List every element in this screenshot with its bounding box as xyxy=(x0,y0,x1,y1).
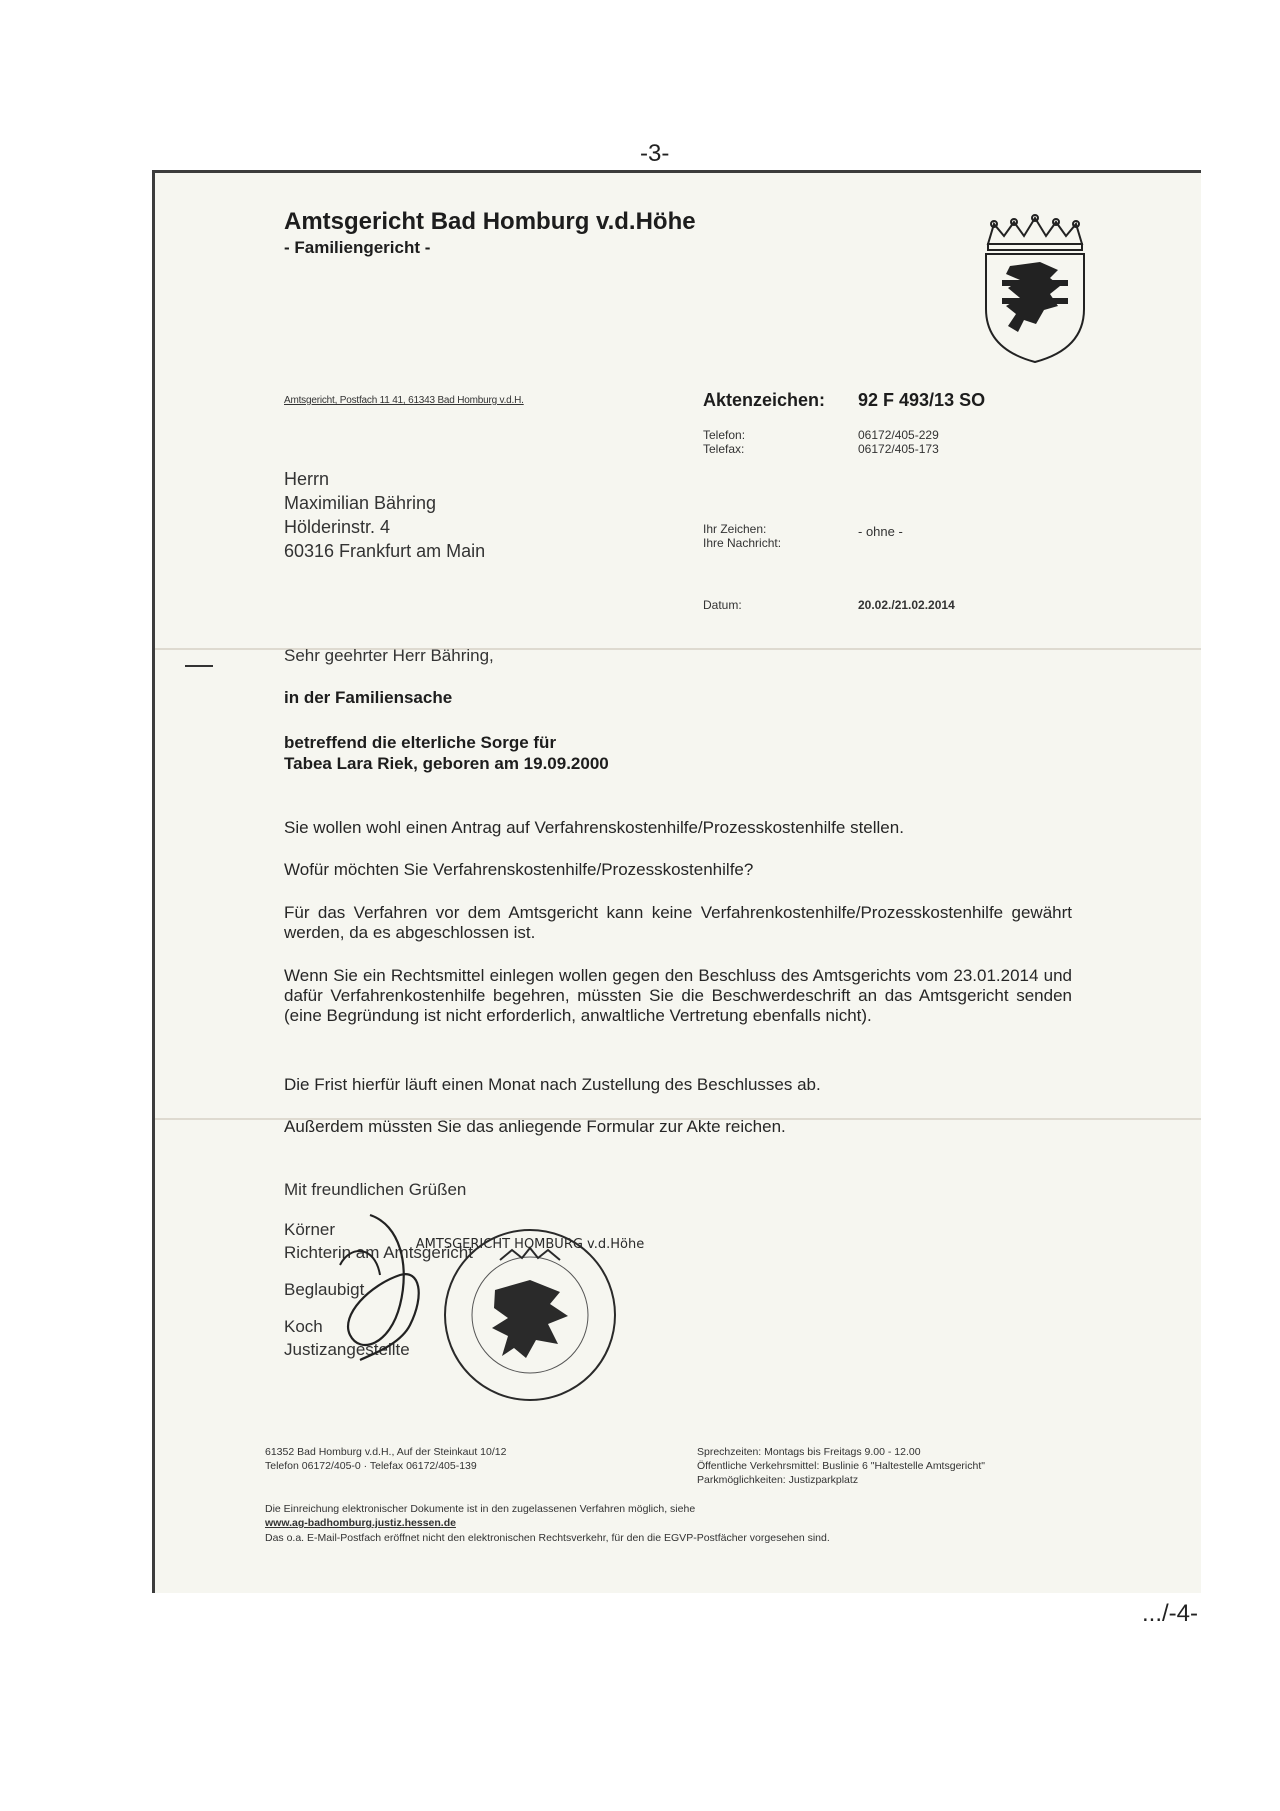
telefon-label: Telefon: xyxy=(703,428,746,442)
ihr-zeichen-value: - ohne - xyxy=(858,524,903,539)
paragraph: Für das Verfahren vor dem Amtsgericht kann keine Verfahrenkostenhilfe/Prozesskostenhilfe gewährt werden, da es abgeschlossen ist. xyxy=(284,903,1072,942)
court-seal-stamp xyxy=(415,1220,645,1410)
clerk-title: Justizangestellte xyxy=(284,1340,410,1359)
footer-electronic-note xyxy=(265,1488,695,1530)
recipient-address xyxy=(284,467,485,563)
court-title: Amtsgericht Bad Homburg v.d.Höhe xyxy=(284,208,696,235)
subject-line: betreffend die elterliche Sorge für xyxy=(284,733,557,752)
handwritten-signature xyxy=(330,1205,430,1365)
subject-block xyxy=(284,732,609,774)
paragraph: Sie wollen wohl einen Antrag auf Verfahrenskostenhilfe/Prozesskostenhilfe stellen. xyxy=(284,818,904,837)
recipient-line: Herrn xyxy=(284,469,330,489)
footer-transit: Öffentliche Verkehrsmittel: Buslinie 6 "Haltestelle Amtsgericht" xyxy=(697,1460,985,1472)
hesse-coat-of-arms-icon xyxy=(980,214,1090,364)
footer-info xyxy=(697,1445,985,1487)
datum-value: 20.02./21.02.2014 xyxy=(858,598,955,612)
seal-text: AMTSGERICHT HOMBURG v.d.Höhe xyxy=(415,1237,645,1252)
footer-legal-note: Das o.a. E-Mail-Postfach eröffnet nicht den elektronischen Rechtsverkehr, für den die EGVP-Postfächer vorgesehen sind. xyxy=(265,1532,830,1544)
paragraph: Außerdem müssten Sie das anliegende Formular zur Akte reichen. xyxy=(284,1117,786,1136)
salutation: Sehr geehrter Herr Bähring, xyxy=(284,646,494,665)
footer-electronic: Die Einreichung elektronischer Dokumente ist in den zugelassenen Verfahren möglich, siehe xyxy=(265,1503,696,1515)
footer-phone: Telefon 06172/405-0 · Telefax 06172/405-139 xyxy=(265,1460,477,1472)
footer-contact xyxy=(265,1445,506,1473)
judge-title: Richterin am Amtsgericht xyxy=(284,1243,473,1262)
subject-line: Tabea Lara Riek, geboren am 19.09.2000 xyxy=(284,754,609,773)
telefax-value: 06172/405-173 xyxy=(858,442,939,456)
footer-hours: Sprechzeiten: Montags bis Freitags 9.00 - 12.00 xyxy=(697,1446,921,1458)
ihr-zeichen-label: Ihr Zeichen: xyxy=(703,522,767,536)
recipient-name: Maximilian Bähring xyxy=(284,493,437,513)
recipient-city: 60316 Frankfurt am Main xyxy=(284,541,486,561)
paragraph: Wenn Sie ein Rechtsmittel einlegen wollen gegen den Beschluss des Amtsgerichts vom 23.01.2014 und dafür Verfahrenkostenhilfe begehren, müssten Sie die Beschwerdeschrift an das Amtsgericht senden (eine Begründung ist nicht erforderlich, anwaltliche Vertretung ebenfalls nicht). xyxy=(284,966,1072,1025)
judge-name: Körner xyxy=(284,1220,336,1239)
datum-label: Datum: xyxy=(703,598,742,612)
recipient-street: Hölderinstr. 4 xyxy=(284,517,391,537)
page-number-top: -3- xyxy=(640,140,670,167)
scanned-letter xyxy=(152,170,1201,1593)
paragraph: Wofür möchten Sie Verfahrenskostenhilfe/Prozesskostenhilfe? xyxy=(284,860,754,879)
closing: Mit freundlichen Grüßen xyxy=(284,1180,467,1199)
court-subtitle: - Familiengericht - xyxy=(284,238,431,257)
telefax-label: Telefax: xyxy=(703,442,745,456)
page-number-bottom: .../-4- xyxy=(1142,1600,1199,1627)
fold-tick-mark xyxy=(185,665,213,667)
matter-line: in der Familiensache xyxy=(284,688,453,707)
telefon-value: 06172/405-229 xyxy=(858,428,939,442)
return-address: Amtsgericht, Postfach 11 41, 61343 Bad Homburg v.d.H. xyxy=(284,395,524,406)
court-website-link[interactable]: www.ag-badhomburg.justiz.hessen.de xyxy=(265,1517,456,1529)
case-number-label: Aktenzeichen: xyxy=(703,390,826,410)
footer-parking: Parkmöglichkeiten: Justizparkplatz xyxy=(697,1474,859,1486)
clerk-name: Koch xyxy=(284,1317,323,1336)
paragraph: Die Frist hierfür läuft einen Monat nach Zustellung des Beschlusses ab. xyxy=(284,1075,821,1094)
ihre-nachricht-label: Ihre Nachricht: xyxy=(703,536,782,550)
case-number-value: 92 F 493/13 SO xyxy=(858,390,986,410)
certified-label: Beglaubigt xyxy=(284,1280,365,1299)
footer-address: 61352 Bad Homburg v.d.H., Auf der Steinkaut 10/12 xyxy=(265,1446,507,1458)
